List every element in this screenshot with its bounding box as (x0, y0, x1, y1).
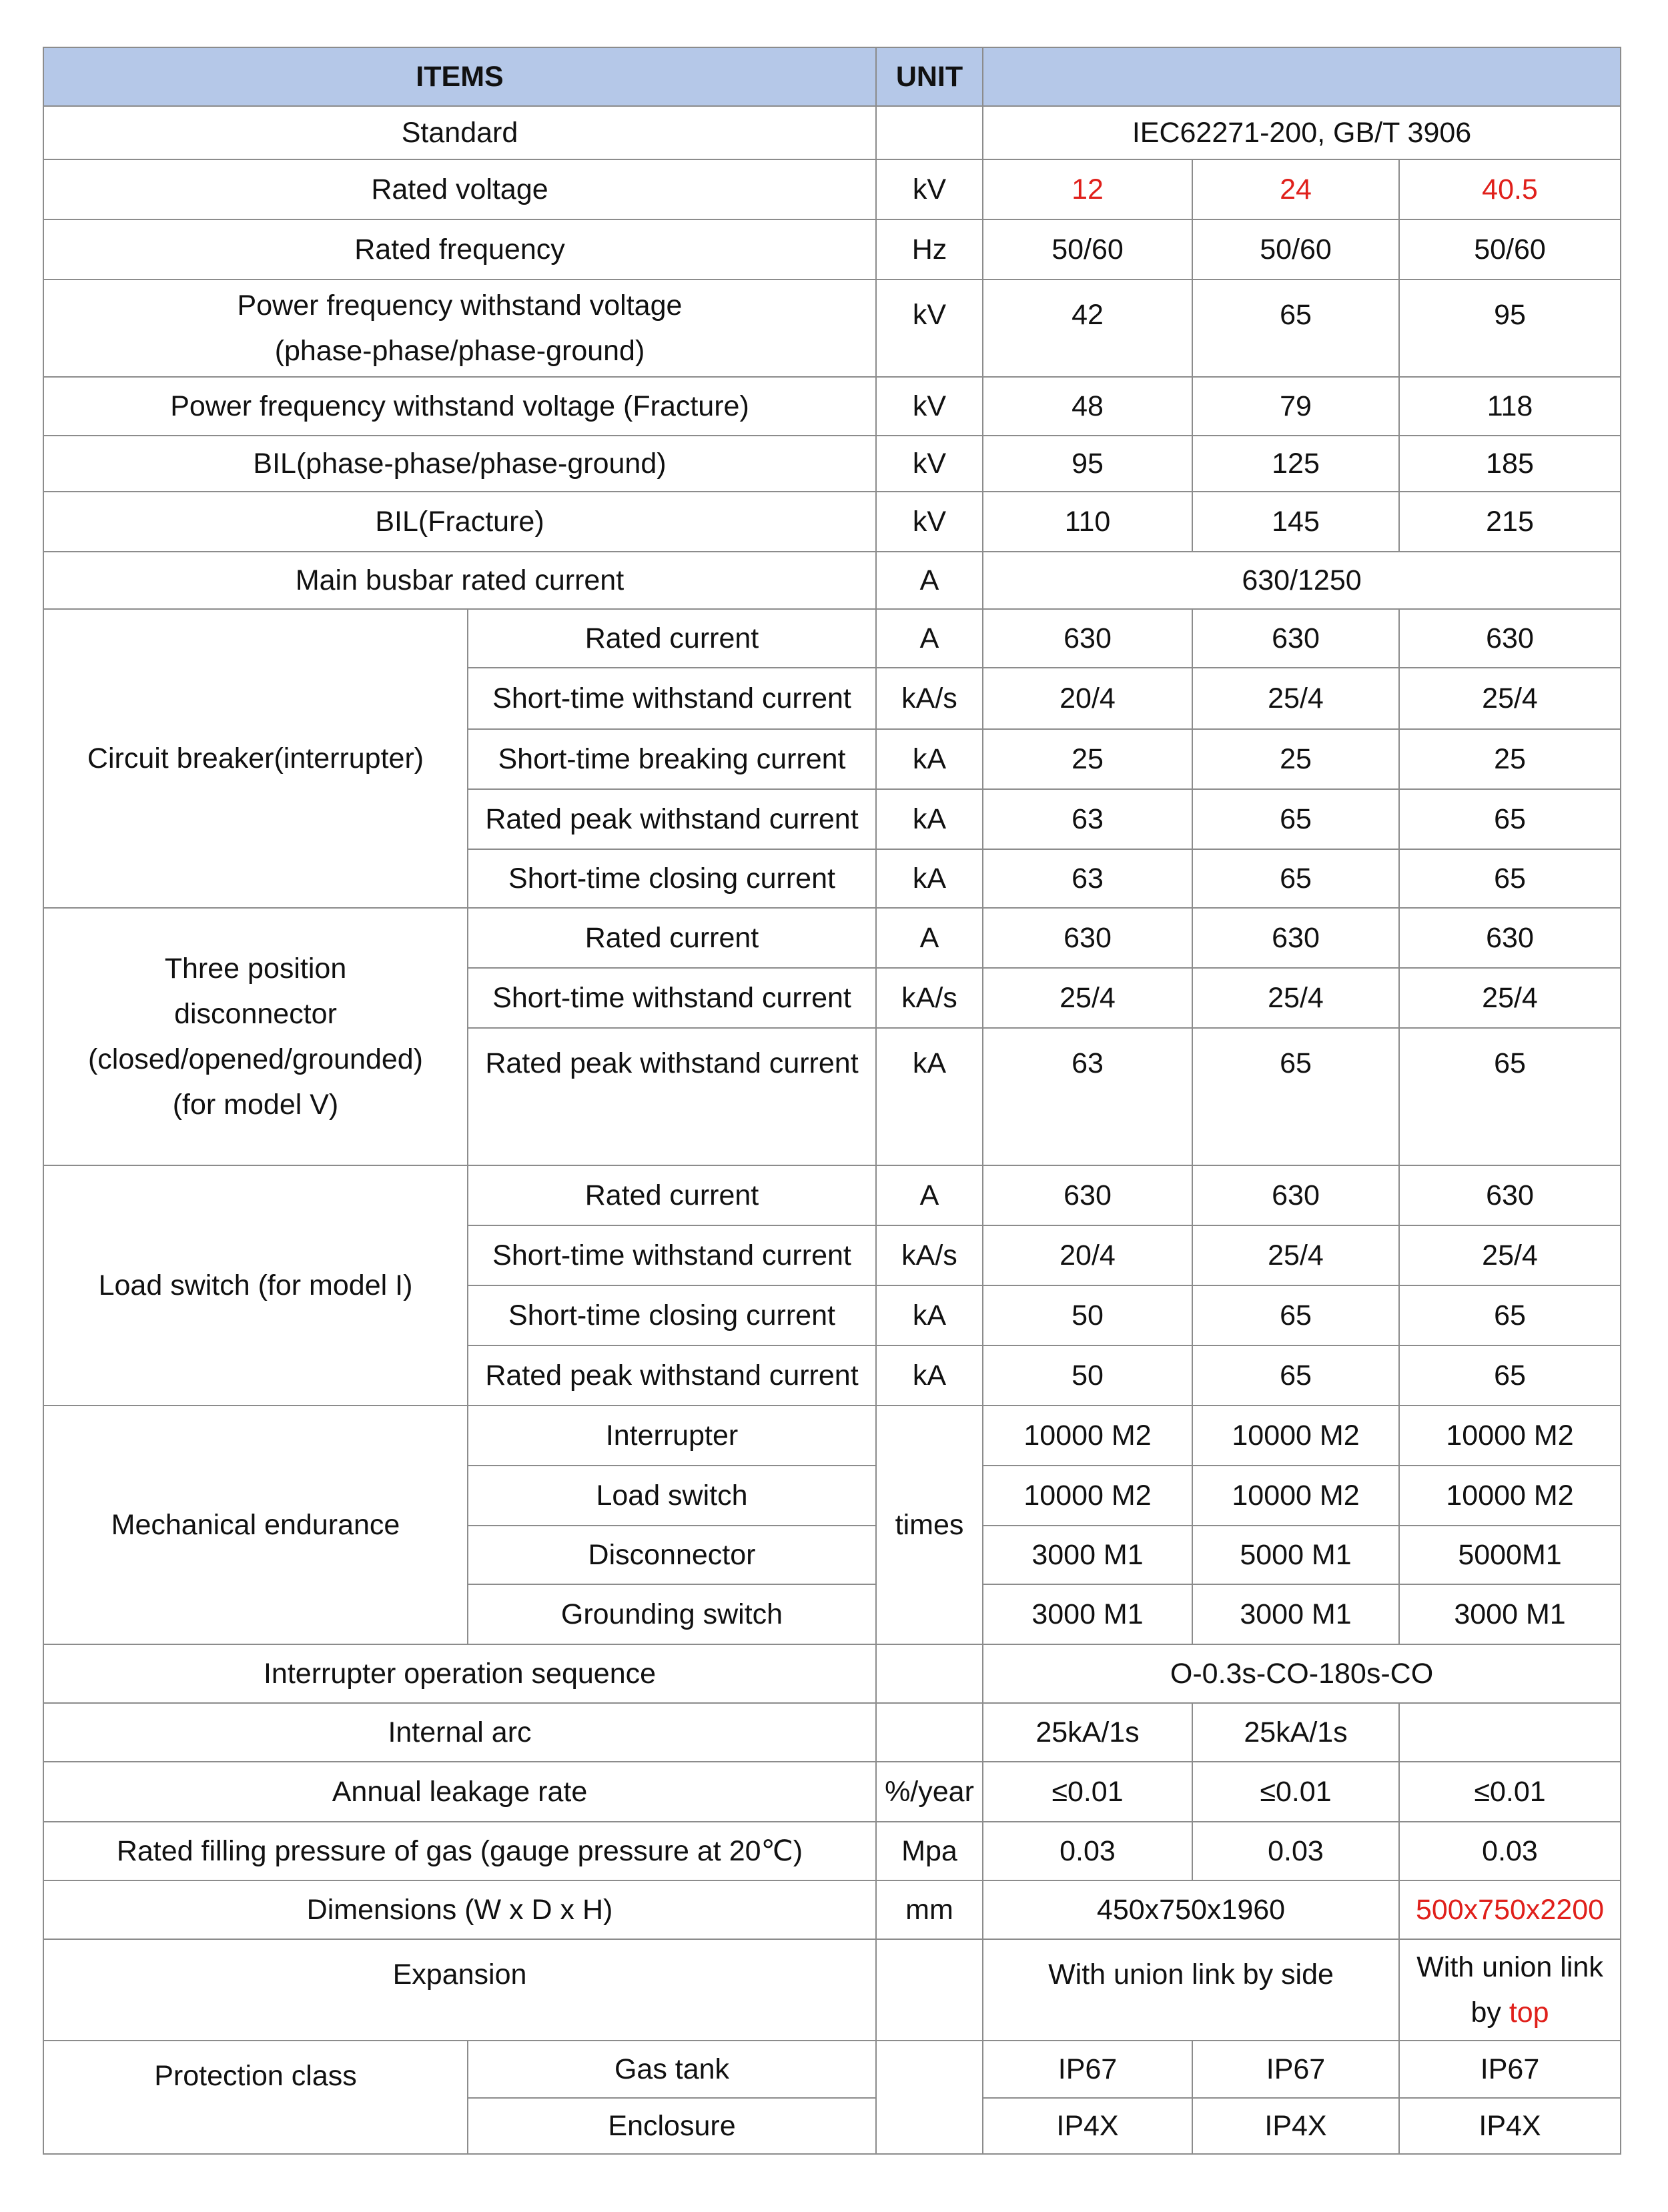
pf-withstand-value: 95 (1399, 280, 1621, 377)
cb-unit: kA (876, 789, 983, 849)
cb-value: 25 (1399, 729, 1621, 789)
header-values (983, 47, 1621, 106)
disc-sub-label: Short-time withstand current (468, 968, 876, 1028)
me-value: 10000 M2 (1399, 1406, 1621, 1466)
cb-sub-label: Short-time breaking current (468, 729, 876, 789)
me-unit: times (876, 1406, 983, 1644)
cb-unit: A (876, 609, 983, 668)
cb-unit: kA/s (876, 668, 983, 729)
pf-withstand-value: 65 (1192, 280, 1399, 377)
protection-unit (876, 2041, 983, 2154)
ls-value: 50 (983, 1285, 1192, 1345)
me-sub-label: Grounding switch (468, 1584, 876, 1644)
filling-pressure-value: 0.03 (1192, 1822, 1399, 1880)
bil-fracture-value: 110 (983, 492, 1192, 552)
ls-value: 65 (1399, 1285, 1621, 1345)
protection-sub-label: Gas tank (468, 2041, 876, 2098)
row-filling-pressure (43, 1822, 1621, 1880)
leakage-rate-value: ≤0.01 (983, 1762, 1192, 1822)
cb-value: 25 (983, 729, 1192, 789)
expansion-40-5-by: by (1471, 1997, 1509, 2029)
internal-arc-value (1399, 1703, 1621, 1762)
cb-value: 65 (1192, 789, 1399, 849)
circuit-breaker-label: Circuit breaker(interrupter) (43, 609, 468, 908)
cb-value: 65 (1399, 849, 1621, 908)
bil-unit: kV (876, 436, 983, 492)
leakage-rate-value: ≤0.01 (1192, 1762, 1399, 1822)
standard-unit (876, 106, 983, 159)
cb-unit: kA (876, 729, 983, 789)
protection-value: IP4X (1399, 2098, 1621, 2154)
row-operation-sequence (43, 1644, 1621, 1703)
bil-value: 95 (983, 436, 1192, 492)
disc-unit: kA (876, 1028, 983, 1165)
bil-fracture-unit: kV (876, 492, 983, 552)
protection-sub-label: Enclosure (468, 2098, 876, 2154)
ls-unit: kA/s (876, 1225, 983, 1285)
pf-fracture-value: 79 (1192, 377, 1399, 436)
header-unit: UNIT (876, 47, 983, 106)
disconnector-label-line: disconnector (174, 998, 337, 1030)
technical-parameters-table (43, 47, 1621, 2155)
cb-value: 63 (983, 789, 1192, 849)
disc-value: 25/4 (1192, 968, 1399, 1028)
ls-value: 65 (1192, 1345, 1399, 1406)
row-protection-gas-tank (43, 2041, 1621, 2098)
pf-fracture-label: Power frequency withstand voltage (Fracture) (43, 377, 876, 436)
bil-value: 125 (1192, 436, 1399, 492)
row-cb-rated-current (43, 609, 1621, 668)
row-dimensions (43, 1880, 1621, 1939)
me-sub-label: Disconnector (468, 1526, 876, 1584)
row-internal-arc (43, 1703, 1621, 1762)
operation-sequence-unit (876, 1644, 983, 1703)
disc-value: 25/4 (983, 968, 1192, 1028)
disconnector-label-line: (closed/opened/grounded) (87, 1043, 424, 1075)
load-switch-label: Load switch (for model I) (43, 1165, 468, 1406)
disc-value: 630 (1399, 908, 1621, 968)
cb-value: 630 (1399, 609, 1621, 668)
pf-withstand-unit: kV (876, 280, 983, 377)
ls-value: 630 (1192, 1165, 1399, 1225)
standard-label: Standard (43, 106, 876, 159)
expansion-40-5-line1: With union link (1416, 1951, 1603, 1983)
ls-value: 25/4 (1192, 1225, 1399, 1285)
internal-arc-label: Internal arc (43, 1703, 876, 1762)
rated-frequency-label: Rated frequency (43, 219, 876, 280)
ls-unit: kA (876, 1285, 983, 1345)
ls-value: 50 (983, 1345, 1192, 1406)
protection-class-label: Protection class (43, 2041, 468, 2154)
expansion-value-12-24: With union link by side (983, 1939, 1399, 2041)
me-value: 5000M1 (1399, 1526, 1621, 1584)
ls-value: 65 (1192, 1285, 1399, 1345)
disc-value: 630 (983, 908, 1192, 968)
protection-value: IP67 (1399, 2041, 1621, 2098)
ls-value: 65 (1399, 1345, 1621, 1406)
header-row (43, 47, 1621, 106)
rated-voltage-40-5: 40.5 (1399, 159, 1621, 219)
ls-sub-label: Short-time closing current (468, 1285, 876, 1345)
ls-value: 630 (983, 1165, 1192, 1225)
pf-fracture-unit: kV (876, 377, 983, 436)
me-sub-label: Interrupter (468, 1406, 876, 1466)
rated-frequency-unit: Hz (876, 219, 983, 280)
standard-value: IEC62271-200, GB/T 3906 (983, 106, 1621, 159)
internal-arc-unit (876, 1703, 983, 1762)
cb-value: 630 (983, 609, 1192, 668)
rated-voltage-12: 12 (983, 159, 1192, 219)
disc-value: 63 (983, 1028, 1192, 1165)
leakage-rate-unit: %/year (876, 1762, 983, 1822)
mechanical-endurance-label: Mechanical endurance (43, 1406, 468, 1644)
filling-pressure-label: Rated filling pressure of gas (gauge pressure at 20℃) (43, 1822, 876, 1880)
cb-sub-label: Short-time withstand current (468, 668, 876, 729)
rated-frequency-value: 50/60 (1192, 219, 1399, 280)
expansion-40-5-top: top (1509, 1997, 1549, 2029)
pf-fracture-value: 118 (1399, 377, 1621, 436)
main-busbar-unit: A (876, 552, 983, 609)
row-me-interrupter (43, 1406, 1621, 1466)
me-value: 10000 M2 (1399, 1466, 1621, 1526)
row-bil (43, 436, 1621, 492)
cb-value: 25/4 (1399, 668, 1621, 729)
disconnector-label-line: Three position (164, 953, 347, 985)
row-rated-frequency (43, 219, 1621, 280)
protection-value: IP67 (983, 2041, 1192, 2098)
dimensions-unit: mm (876, 1880, 983, 1939)
protection-value: IP4X (1192, 2098, 1399, 2154)
operation-sequence-label: Interrupter operation sequence (43, 1644, 876, 1703)
pf-withstand-label-line2: (phase-phase/phase-ground) (274, 335, 645, 367)
disc-unit: A (876, 908, 983, 968)
row-disc-rated-current (43, 908, 1621, 968)
disc-value: 65 (1192, 1028, 1399, 1165)
ls-unit: kA (876, 1345, 983, 1406)
ls-value: 630 (1399, 1165, 1621, 1225)
me-value: 10000 M2 (983, 1466, 1192, 1526)
disc-value: 65 (1399, 1028, 1621, 1165)
me-value: 10000 M2 (983, 1406, 1192, 1466)
rated-voltage-label: Rated voltage (43, 159, 876, 219)
disc-sub-label: Rated peak withstand current (468, 1028, 876, 1165)
filling-pressure-unit: Mpa (876, 1822, 983, 1880)
me-value: 5000 M1 (1192, 1526, 1399, 1584)
me-value: 3000 M1 (983, 1584, 1192, 1644)
disc-sub-label: Rated current (468, 908, 876, 968)
row-pf-withstand-fracture (43, 377, 1621, 436)
main-busbar-label: Main busbar rated current (43, 552, 876, 609)
operation-sequence-value: O-0.3s-CO-180s-CO (983, 1644, 1621, 1703)
cb-unit: kA (876, 849, 983, 908)
ls-value: 20/4 (983, 1225, 1192, 1285)
pf-fracture-value: 48 (983, 377, 1192, 436)
ls-sub-label: Rated current (468, 1165, 876, 1225)
bil-fracture-value: 145 (1192, 492, 1399, 552)
main-busbar-value: 630/1250 (983, 552, 1621, 609)
disc-value: 25/4 (1399, 968, 1621, 1028)
row-ls-rated-current (43, 1165, 1621, 1225)
pf-withstand-value: 42 (983, 280, 1192, 377)
me-value: 3000 M1 (983, 1526, 1192, 1584)
rated-voltage-unit: kV (876, 159, 983, 219)
expansion-40-5-line2 (1404, 1990, 1616, 2035)
row-standard (43, 106, 1621, 159)
me-value: 10000 M2 (1192, 1406, 1399, 1466)
row-main-busbar (43, 552, 1621, 609)
leakage-rate-value: ≤0.01 (1399, 1762, 1621, 1822)
disconnector-label-line: (for model V) (172, 1089, 339, 1121)
cb-value: 65 (1399, 789, 1621, 849)
disconnector-label (43, 908, 468, 1165)
cb-sub-label: Short-time closing current (468, 849, 876, 908)
filling-pressure-value: 0.03 (983, 1822, 1192, 1880)
row-pf-withstand (43, 280, 1621, 377)
bil-fracture-label: BIL(Fracture) (43, 492, 876, 552)
rated-voltage-24: 24 (1192, 159, 1399, 219)
leakage-rate-label: Annual leakage rate (43, 1762, 876, 1822)
internal-arc-value: 25kA/1s (983, 1703, 1192, 1762)
cb-value: 20/4 (983, 668, 1192, 729)
bil-label: BIL(phase-phase/phase-ground) (43, 436, 876, 492)
bil-fracture-value: 215 (1399, 492, 1621, 552)
bil-value: 185 (1399, 436, 1621, 492)
protection-value: IP67 (1192, 2041, 1399, 2098)
cb-value: 630 (1192, 609, 1399, 668)
dimensions-value-12-24: 450x750x1960 (983, 1880, 1399, 1939)
cb-value: 25 (1192, 729, 1399, 789)
row-bil-fracture (43, 492, 1621, 552)
cb-sub-label: Rated peak withstand current (468, 789, 876, 849)
expansion-unit (876, 1939, 983, 2041)
ls-unit: A (876, 1165, 983, 1225)
pf-withstand-label (43, 280, 876, 377)
expansion-value-40-5 (1399, 1939, 1621, 2041)
me-sub-label: Load switch (468, 1466, 876, 1526)
filling-pressure-value: 0.03 (1399, 1822, 1621, 1880)
me-value: 3000 M1 (1192, 1584, 1399, 1644)
ls-value: 25/4 (1399, 1225, 1621, 1285)
me-value: 10000 M2 (1192, 1466, 1399, 1526)
protection-value: IP4X (983, 2098, 1192, 2154)
header-items: ITEMS (43, 47, 876, 106)
rated-frequency-value: 50/60 (983, 219, 1192, 280)
me-value: 3000 M1 (1399, 1584, 1621, 1644)
disc-value: 630 (1192, 908, 1399, 968)
internal-arc-value: 25kA/1s (1192, 1703, 1399, 1762)
cb-value: 25/4 (1192, 668, 1399, 729)
row-leakage-rate (43, 1762, 1621, 1822)
pf-withstand-label-line1: Power frequency withstand voltage (237, 290, 683, 322)
disc-unit: kA/s (876, 968, 983, 1028)
row-expansion (43, 1939, 1621, 2041)
ls-sub-label: Short-time withstand current (468, 1225, 876, 1285)
expansion-label: Expansion (43, 1939, 876, 2041)
dimensions-value-40-5: 500x750x2200 (1399, 1880, 1621, 1939)
rated-frequency-value: 50/60 (1399, 219, 1621, 280)
row-rated-voltage (43, 159, 1621, 219)
cb-value: 65 (1192, 849, 1399, 908)
ls-sub-label: Rated peak withstand current (468, 1345, 876, 1406)
cb-value: 63 (983, 849, 1192, 908)
dimensions-label: Dimensions (W x D x H) (43, 1880, 876, 1939)
cb-sub-label: Rated current (468, 609, 876, 668)
